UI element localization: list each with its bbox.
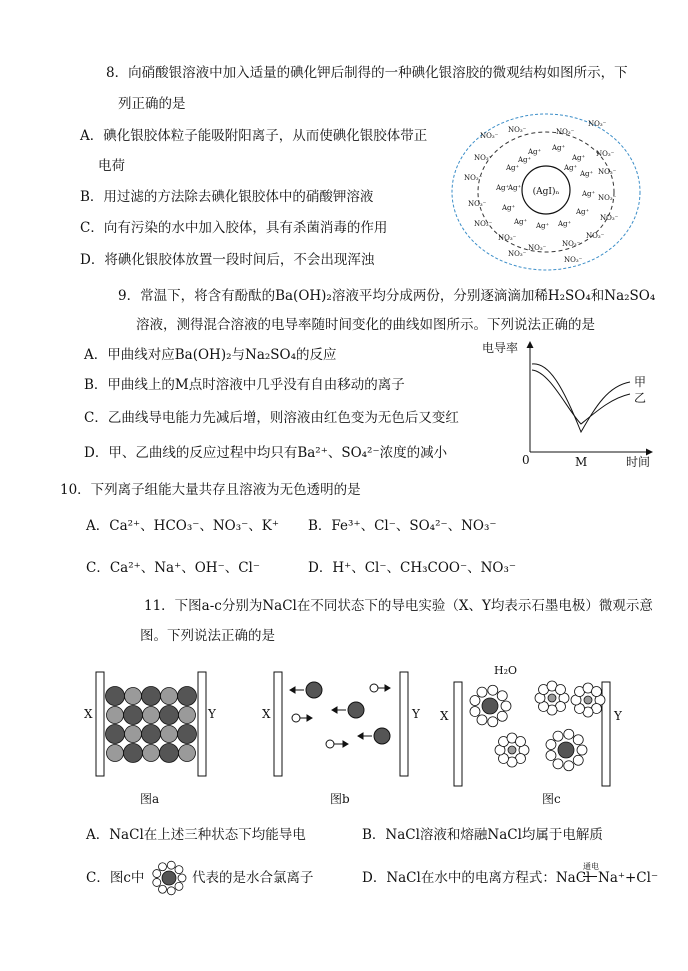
- ag-ion-label: Ag⁺: [582, 190, 596, 198]
- water-molecule: [175, 882, 183, 890]
- hydrated-ion: [558, 742, 574, 758]
- q10-option-b: B．Fe³⁺、Cl⁻、SO₄²⁻、NO₃⁻: [308, 518, 497, 534]
- nitrate-ion-label: NO₃⁻: [508, 126, 527, 134]
- water-molecule: [573, 755, 583, 765]
- q11-stem-line1: 11．下图a-c分别为NaCl在不同状态下的导电实验（X、Y均表示石墨电极）微观示意: [144, 598, 653, 614]
- water-molecule: [477, 715, 487, 725]
- curve-yi-label: 乙: [634, 391, 647, 405]
- nitrate-ion-label: NO₃⁻: [586, 232, 605, 240]
- water-molecule: [167, 887, 175, 895]
- nitrate-ion-label: NO₃⁻: [598, 194, 617, 202]
- chart-origin-label: 0: [522, 453, 530, 467]
- q8-stem-line2: 列正确的是: [118, 96, 186, 112]
- lattice-ion: [124, 744, 143, 763]
- equation-arrow-line: [583, 876, 597, 877]
- nitrate-ion-label: NO₃⁻: [498, 234, 517, 242]
- nitrate-ion-label: NO₃⁻: [474, 154, 493, 162]
- fig-c-x-label: X: [440, 709, 449, 723]
- water-molecule: [497, 711, 507, 721]
- nitrate-ion-label: NO₃⁻: [588, 120, 607, 128]
- water-molecule: [501, 701, 511, 711]
- water-molecule: [555, 685, 565, 695]
- q9-stem-line1: 9．常温下，将含有酚酞的Ba(OH)₂溶液平均分成两份，分别逐滴滴加稀H₂SO₄和Na₂SO₄: [118, 288, 656, 304]
- caption-fig-a: 图a: [140, 792, 160, 806]
- lattice-ion: [161, 726, 178, 743]
- fig-b-x-label: X: [262, 707, 271, 721]
- ag-ion-label: Ag⁺: [528, 148, 542, 156]
- nitrate-ion-label: NO₃⁻: [474, 220, 493, 228]
- water-molecule: [573, 735, 583, 745]
- lattice-ion: [160, 706, 179, 725]
- nitrate-ion-label: NO₃⁻: [600, 214, 619, 222]
- ag-ion-label: Ag⁺: [552, 144, 566, 152]
- nitrate-ion-label: NO₃⁻: [598, 168, 617, 176]
- ag-ion-label: Ag⁺: [536, 222, 550, 230]
- caption-fig-c: 图c: [542, 792, 561, 806]
- caption-fig-b: 图b: [330, 792, 350, 806]
- water-molecule: [470, 696, 480, 706]
- ag-ion-label: Ag⁺: [502, 204, 516, 212]
- water-molecule: [488, 685, 498, 695]
- chart-x-label: 时间: [626, 455, 651, 469]
- lattice-ion: [124, 706, 143, 725]
- hydrated-chloride-icon: [148, 858, 190, 898]
- water-label: H₂O: [494, 664, 518, 677]
- hydrated-ion: [508, 746, 516, 754]
- water-molecule: [553, 759, 563, 769]
- water-molecule: [564, 729, 574, 739]
- nitrate-ion-label: NO₃⁻: [556, 128, 575, 136]
- q9-option-c: C．乙曲线导电能力先减后增，则溶液由红色变为无色后又变红: [84, 410, 459, 426]
- q8-stem-line1: 8．向硝酸银溶液中加入适量的碘化钾后制得的一种碘化银溶胶的微观结构如图所示，下: [106, 65, 628, 81]
- lattice-ion: [106, 687, 125, 706]
- q11-stem-line2: 图。下列说法正确的是: [140, 628, 275, 644]
- fig-a-x-label: X: [84, 707, 93, 721]
- lattice-ion: [107, 745, 124, 762]
- hydrated-ion: [482, 698, 498, 714]
- q9-option-d: D．甲、乙曲线的反应过程中均只有Ba²⁺、SO₄²⁻浓度的减小: [84, 445, 448, 461]
- lattice-ion: [161, 688, 178, 705]
- lattice-ion: [142, 687, 161, 706]
- water-molecule: [497, 691, 507, 701]
- lattice-ion: [178, 725, 197, 744]
- fig-b-y-label: Y: [412, 707, 420, 721]
- lattice-ion: [178, 687, 197, 706]
- ag-ion-label: Ag⁺: [496, 184, 510, 192]
- water-molecule: [159, 885, 167, 893]
- water-molecule: [546, 750, 556, 760]
- q11-option-a: A．NaCl在上述三种状态下均能导电: [86, 827, 306, 843]
- fig-c-y-label: Y: [614, 709, 622, 723]
- q8-option-b: B．用过滤的方法除去碘化银胶体中的硝酸钾溶液: [80, 189, 374, 205]
- fig-a-y-label: Y: [208, 707, 216, 721]
- water-molecule: [477, 687, 487, 697]
- nitrate-ion-label: NO₃⁻: [564, 256, 583, 264]
- ag-ion-label: Ag⁺: [514, 218, 528, 226]
- ag-ion-label: Ag⁺: [506, 164, 520, 172]
- curve-jia-label: 甲: [634, 375, 647, 389]
- lattice-ion: [143, 745, 160, 762]
- hydrated-ion: [548, 694, 556, 702]
- lattice-ion: [125, 688, 142, 705]
- q9-option-a: A．甲曲线对应Ba(OH)₂与Na₂SO₄的反应: [84, 347, 337, 363]
- nitrate-ion-label: NO₃⁻: [464, 174, 483, 182]
- lattice-ion: [160, 744, 179, 763]
- q11-option-c-part2: 代表的是水合氯离子: [192, 870, 314, 886]
- lattice-ion: [142, 725, 161, 744]
- q9-option-b: B．甲曲线上的M点时溶液中几乎没有自由移动的离子: [84, 377, 405, 393]
- figure-b-molten-nacl: [256, 668, 428, 784]
- lattice-ion: [179, 745, 196, 762]
- q9-stem-line2: 溶液，测得混合溶液的电导率随时间变化的曲线如图所示。下列说法正确的是: [136, 317, 595, 333]
- water-molecule: [178, 874, 186, 882]
- q11-option-d-part1: D．NaCl在水中的电离方程式：NaCl: [362, 870, 591, 886]
- agi-colloid-diagram: [448, 110, 644, 274]
- ag-ion-label: Ag⁺: [564, 164, 578, 172]
- q8-option-a-cont: 电荷: [98, 158, 125, 174]
- nitrate-ion-label: NO₃⁻: [508, 250, 527, 258]
- chart-y-label: 电导率: [482, 341, 519, 355]
- water-molecule: [577, 745, 587, 755]
- q10-option-a: A．Ca²⁺、HCO₃⁻、NO₃⁻、K⁺: [86, 518, 280, 534]
- ag-ion-label: Ag⁺: [576, 208, 590, 216]
- q10-option-c: C．Ca²⁺、Na⁺、OH⁻、Cl⁻: [86, 560, 260, 576]
- chart-m-label: M: [575, 455, 588, 469]
- q8-option-d: D．将碘化银胶体放置一段时间后，不会出现浑浊: [80, 252, 375, 268]
- water-molecule: [470, 706, 480, 716]
- water-molecule: [153, 870, 161, 878]
- nitrate-ion-label: NO₃⁻: [562, 240, 581, 248]
- lattice-ion: [107, 707, 124, 724]
- water-molecule: [167, 861, 175, 869]
- ag-ion-label: Ag⁺: [572, 154, 586, 162]
- ag-ion-label: Ag⁺: [518, 156, 532, 164]
- ag-ion-label: Ag⁺: [558, 220, 572, 228]
- lattice-ion: [125, 726, 142, 743]
- q11-option-b: B．NaCl溶液和熔融NaCl均属于电解质: [362, 827, 603, 843]
- q11-option-d-condition: 通电: [583, 862, 599, 871]
- water-molecule: [515, 737, 525, 747]
- water-molecule: [591, 687, 601, 697]
- q10-option-d: D．H⁺、Cl⁻、CH₃COO⁻、NO₃⁻: [308, 560, 517, 576]
- nitrate-ion-label: NO₃⁻: [528, 244, 547, 252]
- figure-a-solid-nacl: [82, 668, 222, 784]
- q11-option-d-part2: Na⁺+Cl⁻: [598, 870, 659, 886]
- hydrated-ion: [584, 696, 592, 704]
- water-molecule: [564, 761, 574, 771]
- figure-c-nacl-solution: [438, 658, 638, 788]
- ag-ion-label: Ag⁺: [580, 170, 594, 178]
- lattice-ion: [143, 707, 160, 724]
- conductivity-chart: [478, 336, 660, 472]
- q8-option-c: C．向有污染的水中加入胶体，具有杀菌消毒的作用: [80, 220, 388, 236]
- q10-stem: 10．下列离子组能大量共存且溶液为无色透明的是: [60, 482, 361, 498]
- ag-ion-label: Ag⁺: [508, 184, 522, 192]
- water-molecule: [175, 866, 183, 874]
- water-molecule: [153, 878, 161, 886]
- curve-yi: [532, 370, 630, 424]
- hydrated-ion: [162, 871, 176, 885]
- nitrate-ion-label: NO₃⁻: [596, 150, 615, 158]
- nitrate-ion-label: NO₃⁻: [480, 132, 499, 140]
- water-molecule: [553, 731, 563, 741]
- water-molecule: [488, 717, 498, 727]
- curve-jia: [532, 364, 630, 432]
- water-molecule: [159, 863, 167, 871]
- water-molecule: [546, 740, 556, 750]
- q11-option-c-part1: C．图c中: [86, 870, 145, 886]
- agi-core-label: (AgI)ₙ: [532, 187, 560, 197]
- q8-option-a: A．碘化银胶体粒子能吸附阳离子，从而使碘化银胶体带正: [80, 128, 428, 144]
- nitrate-ion-label: NO₃⁻: [468, 200, 487, 208]
- lattice-ion: [179, 707, 196, 724]
- lattice-ion: [106, 725, 125, 744]
